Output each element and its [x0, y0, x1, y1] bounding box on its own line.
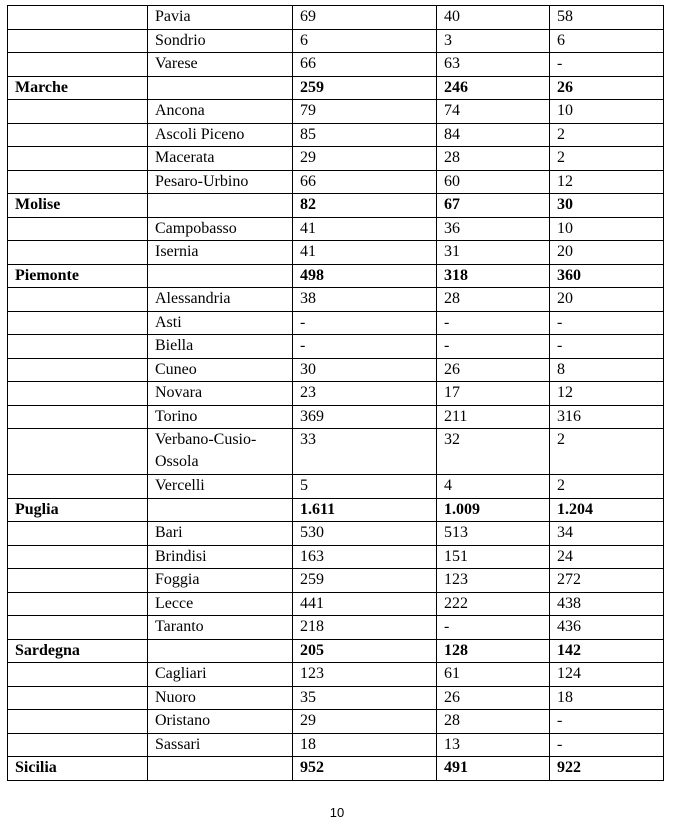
- table-row: [8, 311, 664, 335]
- table-row: [8, 147, 664, 171]
- province-cell: [148, 498, 293, 522]
- value-cell-2: -: [437, 616, 550, 640]
- value-cell-1: 205: [293, 639, 437, 663]
- province-cell: Novara: [148, 382, 293, 406]
- region-cell: [8, 311, 148, 335]
- region-cell: [8, 147, 148, 171]
- value-cell-3: 10: [550, 100, 664, 124]
- value-cell-1: 123: [293, 663, 437, 687]
- value-cell-1: 441: [293, 592, 437, 616]
- table-row: [8, 592, 664, 616]
- province-cell: Pavia: [148, 6, 293, 30]
- value-cell-1: 79: [293, 100, 437, 124]
- province-cell: Varese: [148, 53, 293, 77]
- province-cell: Taranto: [148, 616, 293, 640]
- value-cell-2: -: [437, 335, 550, 359]
- table-row: [8, 29, 664, 53]
- value-cell-1: 33: [293, 429, 437, 475]
- value-cell-2: 1.009: [437, 498, 550, 522]
- value-cell-1: 66: [293, 170, 437, 194]
- value-cell-2: 84: [437, 123, 550, 147]
- table-row: [8, 475, 664, 499]
- value-cell-1: 218: [293, 616, 437, 640]
- province-cell: Macerata: [148, 147, 293, 171]
- region-row: [8, 76, 664, 100]
- province-cell: [148, 76, 293, 100]
- value-cell-1: 1.611: [293, 498, 437, 522]
- value-cell-1: 41: [293, 241, 437, 265]
- region-cell: [8, 569, 148, 593]
- value-cell-3: 34: [550, 522, 664, 546]
- region-row: [8, 498, 664, 522]
- value-cell-2: 63: [437, 53, 550, 77]
- region-row: [8, 639, 664, 663]
- table-row: [8, 241, 664, 265]
- region-cell: [8, 663, 148, 687]
- province-cell: Nuoro: [148, 686, 293, 710]
- value-cell-2: 513: [437, 522, 550, 546]
- value-cell-2: 17: [437, 382, 550, 406]
- value-cell-1: 18: [293, 733, 437, 757]
- province-cell: Verbano-Cusio-Ossola: [148, 429, 293, 475]
- value-cell-3: 922: [550, 757, 664, 781]
- province-cell: Biella: [148, 335, 293, 359]
- region-cell: [8, 288, 148, 312]
- value-cell-2: 246: [437, 76, 550, 100]
- value-cell-2: 13: [437, 733, 550, 757]
- region-cell: Sicilia: [8, 757, 148, 781]
- value-cell-1: 259: [293, 76, 437, 100]
- region-cell: [8, 241, 148, 265]
- value-cell-2: 491: [437, 757, 550, 781]
- value-cell-3: 2: [550, 123, 664, 147]
- value-cell-2: 28: [437, 710, 550, 734]
- value-cell-2: 36: [437, 217, 550, 241]
- value-cell-2: 26: [437, 686, 550, 710]
- value-cell-3: 272: [550, 569, 664, 593]
- region-cell: [8, 217, 148, 241]
- table-row: [8, 710, 664, 734]
- province-cell: Brindisi: [148, 545, 293, 569]
- page-number: 10: [329, 805, 345, 820]
- value-cell-3: 6: [550, 29, 664, 53]
- province-cell: Asti: [148, 311, 293, 335]
- table-row: [8, 123, 664, 147]
- province-cell: Oristano: [148, 710, 293, 734]
- table-row: [8, 545, 664, 569]
- table-row: [8, 217, 664, 241]
- value-cell-1: -: [293, 311, 437, 335]
- value-cell-1: 369: [293, 405, 437, 429]
- value-cell-2: 67: [437, 194, 550, 218]
- value-cell-2: 128: [437, 639, 550, 663]
- value-cell-3: 1.204: [550, 498, 664, 522]
- province-cell: Torino: [148, 405, 293, 429]
- province-cell: Alessandria: [148, 288, 293, 312]
- value-cell-3: 18: [550, 686, 664, 710]
- value-cell-1: 38: [293, 288, 437, 312]
- value-cell-3: 12: [550, 382, 664, 406]
- region-cell: [8, 545, 148, 569]
- region-cell: Sardegna: [8, 639, 148, 663]
- value-cell-2: 26: [437, 358, 550, 382]
- value-cell-2: 28: [437, 288, 550, 312]
- province-cell: Sondrio: [148, 29, 293, 53]
- province-cell: [148, 639, 293, 663]
- table-row: [8, 429, 664, 475]
- value-cell-2: 4: [437, 475, 550, 499]
- province-cell: Sassari: [148, 733, 293, 757]
- value-cell-3: 360: [550, 264, 664, 288]
- region-cell: Puglia: [8, 498, 148, 522]
- value-cell-3: 26: [550, 76, 664, 100]
- province-cell: Ancona: [148, 100, 293, 124]
- table-row: [8, 522, 664, 546]
- region-cell: [8, 53, 148, 77]
- region-cell: [8, 382, 148, 406]
- value-cell-1: 952: [293, 757, 437, 781]
- value-cell-3: 8: [550, 358, 664, 382]
- value-cell-2: 74: [437, 100, 550, 124]
- value-cell-1: 66: [293, 53, 437, 77]
- province-cell: Foggia: [148, 569, 293, 593]
- value-cell-3: 2: [550, 475, 664, 499]
- region-cell: [8, 335, 148, 359]
- table-row: [8, 6, 664, 30]
- region-cell: [8, 170, 148, 194]
- region-cell: [8, 686, 148, 710]
- region-cell: [8, 100, 148, 124]
- region-cell: [8, 475, 148, 499]
- table-row: [8, 288, 664, 312]
- value-cell-3: 2: [550, 429, 664, 475]
- region-cell: [8, 710, 148, 734]
- value-cell-2: 211: [437, 405, 550, 429]
- value-cell-3: -: [550, 53, 664, 77]
- region-cell: [8, 405, 148, 429]
- table-row: [8, 663, 664, 687]
- value-cell-1: 85: [293, 123, 437, 147]
- province-cell: Lecce: [148, 592, 293, 616]
- value-cell-3: 20: [550, 241, 664, 265]
- province-cell: Cuneo: [148, 358, 293, 382]
- value-cell-3: 30: [550, 194, 664, 218]
- value-cell-3: 20: [550, 288, 664, 312]
- table-row: [8, 686, 664, 710]
- value-cell-3: -: [550, 710, 664, 734]
- value-cell-1: 69: [293, 6, 437, 30]
- value-cell-1: 5: [293, 475, 437, 499]
- table-row: [8, 100, 664, 124]
- value-cell-2: 61: [437, 663, 550, 687]
- province-cell: Isernia: [148, 241, 293, 265]
- region-row: [8, 757, 664, 781]
- value-cell-3: 316: [550, 405, 664, 429]
- value-cell-3: -: [550, 733, 664, 757]
- table-row: [8, 53, 664, 77]
- region-cell: [8, 123, 148, 147]
- value-cell-3: 124: [550, 663, 664, 687]
- value-cell-1: 29: [293, 710, 437, 734]
- value-cell-2: -: [437, 311, 550, 335]
- region-cell: [8, 429, 148, 475]
- value-cell-1: 259: [293, 569, 437, 593]
- table-row: [8, 382, 664, 406]
- value-cell-1: 6: [293, 29, 437, 53]
- region-cell: [8, 29, 148, 53]
- value-cell-1: 498: [293, 264, 437, 288]
- value-cell-3: 436: [550, 616, 664, 640]
- value-cell-1: 41: [293, 217, 437, 241]
- province-cell: [148, 264, 293, 288]
- region-cell: Marche: [8, 76, 148, 100]
- value-cell-2: 222: [437, 592, 550, 616]
- region-cell: [8, 522, 148, 546]
- province-cell: [148, 194, 293, 218]
- table-row: [8, 405, 664, 429]
- table-row: [8, 335, 664, 359]
- value-cell-2: 3: [437, 29, 550, 53]
- province-cell: Vercelli: [148, 475, 293, 499]
- table-row: [8, 616, 664, 640]
- table-row: [8, 358, 664, 382]
- region-cell: [8, 616, 148, 640]
- value-cell-2: 31: [437, 241, 550, 265]
- province-cell: Ascoli Piceno: [148, 123, 293, 147]
- value-cell-3: 10: [550, 217, 664, 241]
- value-cell-3: -: [550, 311, 664, 335]
- value-cell-2: 32: [437, 429, 550, 475]
- value-cell-2: 28: [437, 147, 550, 171]
- region-cell: Piemonte: [8, 264, 148, 288]
- value-cell-3: 2: [550, 147, 664, 171]
- province-cell: Campobasso: [148, 217, 293, 241]
- value-cell-3: 438: [550, 592, 664, 616]
- value-cell-3: -: [550, 335, 664, 359]
- value-cell-2: 318: [437, 264, 550, 288]
- table-row: [8, 569, 664, 593]
- value-cell-3: 142: [550, 639, 664, 663]
- region-row: [8, 264, 664, 288]
- value-cell-1: 30: [293, 358, 437, 382]
- province-cell: Pesaro-Urbino: [148, 170, 293, 194]
- value-cell-2: 151: [437, 545, 550, 569]
- region-cell: [8, 592, 148, 616]
- value-cell-2: 123: [437, 569, 550, 593]
- value-cell-2: 40: [437, 6, 550, 30]
- region-cell: [8, 358, 148, 382]
- province-cell: [148, 757, 293, 781]
- value-cell-1: 29: [293, 147, 437, 171]
- region-row: [8, 194, 664, 218]
- table-body: [8, 6, 664, 781]
- region-cell: [8, 6, 148, 30]
- region-cell: Molise: [8, 194, 148, 218]
- value-cell-1: 163: [293, 545, 437, 569]
- statistics-table: [7, 5, 664, 781]
- value-cell-1: 23: [293, 382, 437, 406]
- region-cell: [8, 733, 148, 757]
- value-cell-1: 35: [293, 686, 437, 710]
- value-cell-2: 60: [437, 170, 550, 194]
- province-cell: Cagliari: [148, 663, 293, 687]
- table-row: [8, 733, 664, 757]
- province-cell: Bari: [148, 522, 293, 546]
- value-cell-1: 530: [293, 522, 437, 546]
- table-row: [8, 170, 664, 194]
- value-cell-3: 12: [550, 170, 664, 194]
- value-cell-1: 82: [293, 194, 437, 218]
- value-cell-3: 24: [550, 545, 664, 569]
- value-cell-1: -: [293, 335, 437, 359]
- value-cell-3: 58: [550, 6, 664, 30]
